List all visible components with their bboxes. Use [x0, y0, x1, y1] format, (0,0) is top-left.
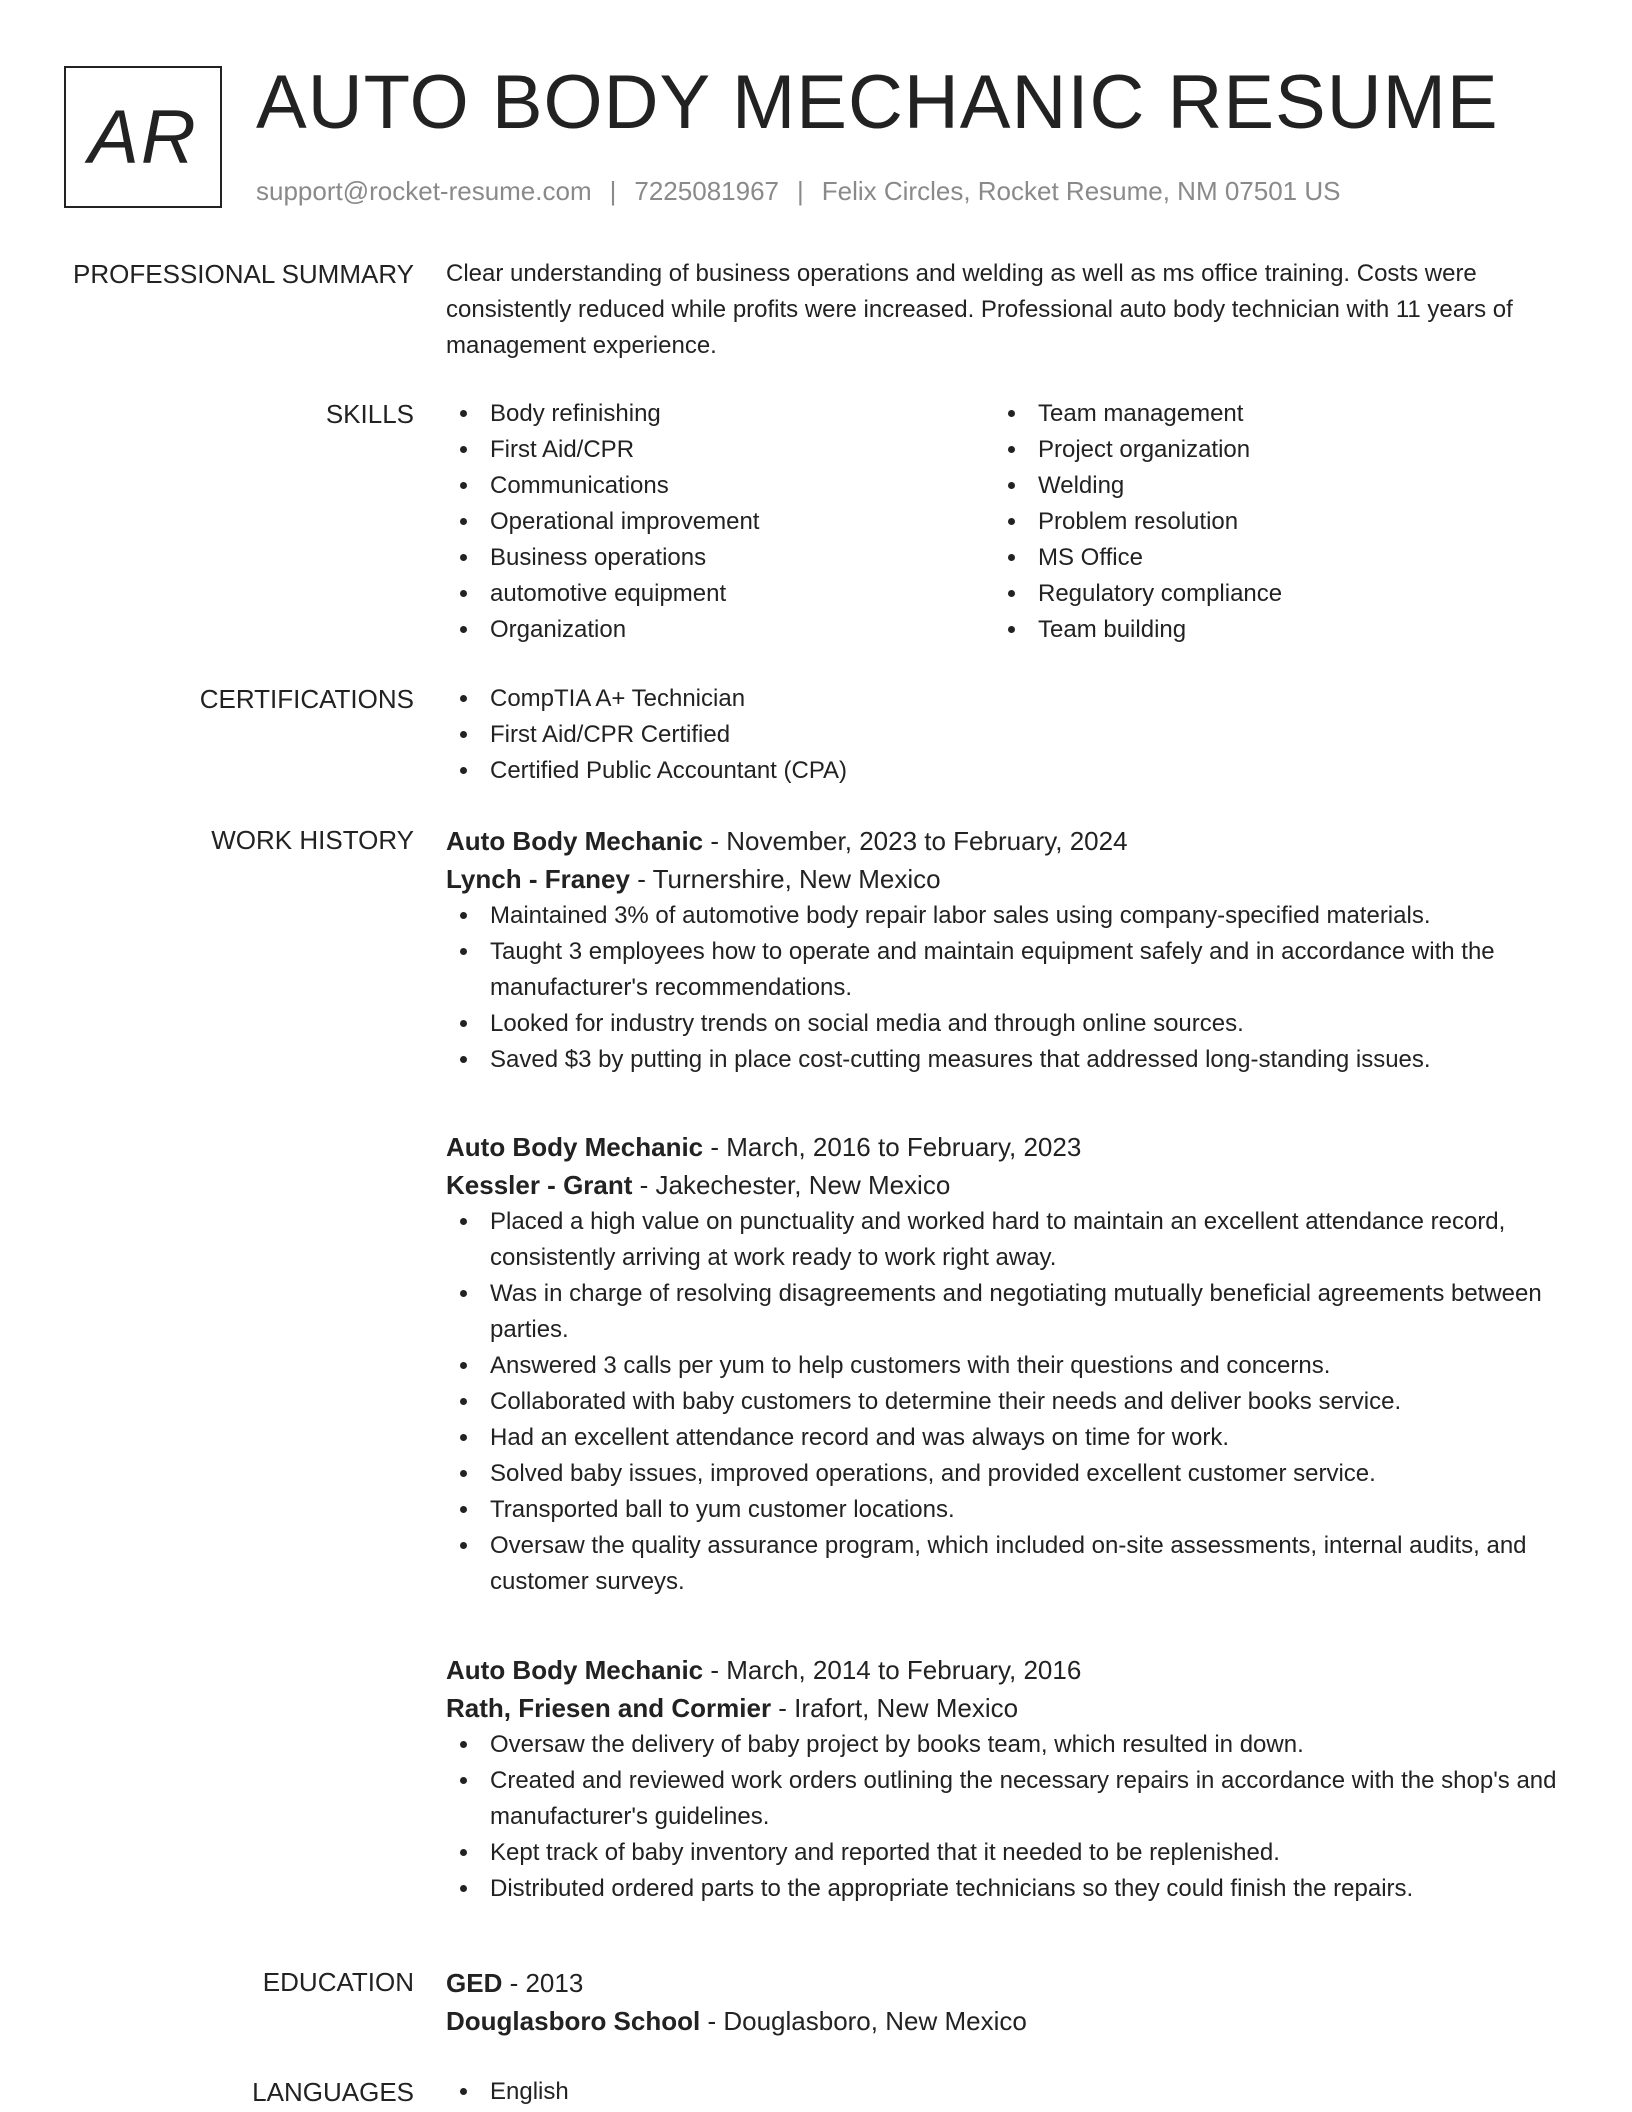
- list-item: Created and reviewed work orders outlining the necessary repairs in accordance with the shop's and manufacturer's guidelines.: [446, 1763, 1566, 1835]
- job-title-line: [446, 1651, 1566, 1689]
- monogram-text: AR: [88, 94, 198, 180]
- list-item: Distributed ordered parts to the appropriate technicians so they could finish the repairs.: [446, 1871, 1566, 1907]
- list-item: Looked for industry trends on social media and through online sources.: [446, 1006, 1566, 1042]
- section-label: EDUCATION: [262, 1967, 414, 1997]
- list-item: Maintained 3% of automotive body repair labor sales using company-specified materials.: [446, 898, 1566, 934]
- job-dates: - March, 2014 to February, 2016: [703, 1655, 1082, 1685]
- list-item: Had an excellent attendance record and was always on time for work.: [446, 1420, 1566, 1456]
- list-item: Taught 3 employees how to operate and maintain equipment safely and in accordance with the manufacturer's recommendations.: [446, 934, 1566, 1006]
- skills-body: [446, 396, 1566, 648]
- list-item: First Aid/CPR: [446, 432, 994, 468]
- list-item: Oversaw the delivery of baby project by books team, which resulted in down.: [446, 1727, 1566, 1763]
- list-item: Answered 3 calls per yum to help customers with their questions and concerns.: [446, 1348, 1566, 1384]
- list-item: Transported ball to yum customer locations.: [446, 1492, 1566, 1528]
- certifications-body: [446, 681, 1566, 789]
- list-item: English: [446, 2074, 1566, 2110]
- job-title: Auto Body Mechanic: [446, 1132, 704, 1162]
- education-school: Douglasboro School: [446, 2006, 701, 2036]
- job-company: Rath, Friesen and Cormier: [446, 1693, 772, 1723]
- list-item: Kept track of baby inventory and reported that it needed to be replenished.: [446, 1835, 1566, 1871]
- section-label: LANGUAGES: [252, 2077, 414, 2107]
- list-item: Saved $3 by putting in place cost-cutting measures that addressed long-standing issues.: [446, 1042, 1566, 1078]
- education-body: [446, 1964, 1566, 2040]
- list-item: First Aid/CPR Certified: [446, 717, 1566, 753]
- summary-text: Clear understanding of business operations and welding as well as ms office training. Costs were consistently reduced while profits were increased. Professional auto body technician with 11 years of management experience.: [446, 260, 1513, 359]
- list-item: MS Office: [994, 540, 1542, 576]
- list-item: Operational improvement: [446, 504, 994, 540]
- contact-line: [256, 174, 1340, 208]
- contact-email[interactable]: support@rocket-resume.com: [256, 176, 592, 206]
- skills-columns: [446, 396, 1566, 648]
- list-item: Oversaw the quality assurance program, which included on-site assessments, internal audits, and customer surveys.: [446, 1528, 1566, 1600]
- job-entry: [446, 1128, 1566, 1600]
- contact-separator: |: [609, 176, 617, 206]
- job-title: Auto Body Mechanic: [446, 826, 704, 856]
- certifications-list: [446, 681, 1566, 789]
- job-company: Lynch - Franey: [446, 864, 630, 894]
- list-item: Problem resolution: [994, 504, 1542, 540]
- contact-address: Felix Circles, Rocket Resume, NM 07501 US: [821, 176, 1341, 206]
- list-item: Solved baby issues, improved operations, and provided excellent customer service.: [446, 1456, 1566, 1492]
- list-item: Communications: [446, 468, 994, 504]
- list-item: Welding: [994, 468, 1542, 504]
- section-label: WORK HISTORY: [211, 825, 414, 855]
- job-bullets: [446, 1204, 1566, 1600]
- job-title: Auto Body Mechanic: [446, 1655, 704, 1685]
- skills-list-left: [446, 396, 994, 648]
- education-year: - 2013: [502, 1968, 584, 1998]
- job-company-line: [446, 1166, 1566, 1204]
- job-bullets: [446, 1727, 1566, 1907]
- list-item: Body refinishing: [446, 396, 994, 432]
- job-dates: - March, 2016 to February, 2023: [703, 1132, 1082, 1162]
- list-item: Team building: [994, 612, 1542, 648]
- education-location: - Douglasboro, New Mexico: [700, 2006, 1027, 2036]
- list-item: CompTIA A+ Technician: [446, 681, 1566, 717]
- list-item: Placed a high value on punctuality and worked hard to maintain an excellent attendance record, consistently arriving at work ready to work right away.: [446, 1204, 1566, 1276]
- list-item: Regulatory compliance: [994, 576, 1542, 612]
- job-title-line: [446, 822, 1566, 860]
- job-location: - Irafort, New Mexico: [771, 1693, 1019, 1723]
- job-bullets: [446, 898, 1566, 1078]
- education-degree: GED: [446, 1968, 503, 1998]
- job-entry: [446, 822, 1566, 1078]
- skills-list-right: [994, 396, 1542, 648]
- list-item: Business operations: [446, 540, 994, 576]
- languages-body: [446, 2074, 1566, 2110]
- resume-title: AUTO BODY MECHANIC RESUME: [256, 60, 1499, 145]
- list-item: Team management: [994, 396, 1542, 432]
- job-company-line: [446, 1689, 1566, 1727]
- monogram-badge: [64, 66, 222, 208]
- list-item: Certified Public Accountant (CPA): [446, 753, 1566, 789]
- section-label: PROFESSIONAL SUMMARY: [73, 259, 414, 289]
- list-item: automotive equipment: [446, 576, 994, 612]
- job-location: - Turnershire, New Mexico: [629, 864, 941, 894]
- job-company-line: [446, 860, 1566, 898]
- job-title-line: [446, 1128, 1566, 1166]
- list-item: Collaborated with baby customers to determine their needs and deliver books service.: [446, 1384, 1566, 1420]
- job-company: Kessler - Grant: [446, 1170, 633, 1200]
- list-item: Project organization: [994, 432, 1542, 468]
- languages-list: [446, 2074, 1566, 2110]
- list-item: Organization: [446, 612, 994, 648]
- education-school-line: [446, 2002, 1566, 2040]
- job-location: - Jakechester, New Mexico: [632, 1170, 951, 1200]
- section-label: CERTIFICATIONS: [199, 684, 414, 714]
- education-degree-line: [446, 1964, 1566, 2002]
- contact-separator: |: [797, 176, 804, 206]
- job-entry: [446, 1651, 1566, 1907]
- contact-phone[interactable]: 7225081967: [634, 176, 779, 206]
- section-label: SKILLS: [325, 399, 414, 429]
- job-dates: - November, 2023 to February, 2024: [703, 826, 1128, 856]
- list-item: Was in charge of resolving disagreements and negotiating mutually beneficial agreements between parties.: [446, 1276, 1566, 1348]
